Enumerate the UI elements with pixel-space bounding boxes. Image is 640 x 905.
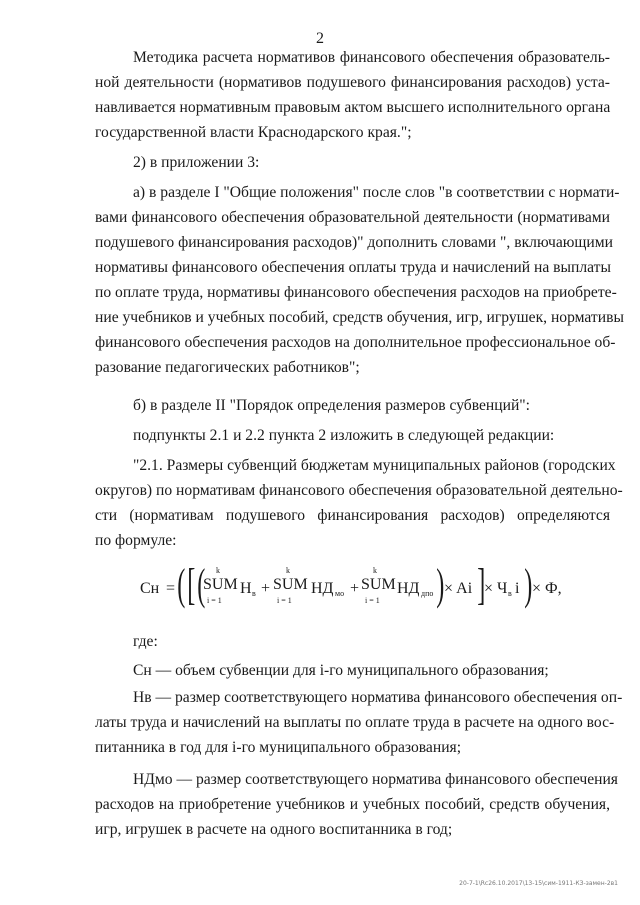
- formula-k: k: [286, 566, 290, 575]
- formula-plus: +: [261, 580, 271, 597]
- formula-i1: i = 1: [277, 596, 292, 605]
- text-line: "2.1. Размеры субвенций бюджетам муниципальных районов (городских: [133, 457, 616, 474]
- text-line: Сн — объем субвенции для i-го муниципального образования;: [133, 662, 549, 679]
- text-line: НДмо — размер соответствующего норматива финансового обеспечения: [133, 771, 618, 788]
- formula-sum: SUM: [361, 576, 396, 593]
- subvention-formula: [140, 558, 620, 618]
- formula-ai: × Ai: [444, 580, 473, 597]
- text-line: Методика расчета нормативов финансового обеспечения образователь-: [133, 49, 610, 66]
- text-line: игр, игрушек в расчете на одного воспитанника в год;: [95, 821, 453, 838]
- formula-ch-i: i: [515, 580, 520, 597]
- text-line: государственной власти Краснодарского края.";: [95, 124, 412, 141]
- formula-sum: SUM: [203, 576, 238, 593]
- formula-nd: НД: [397, 580, 420, 597]
- page-number: 2: [316, 30, 324, 47]
- text-line: расходов на приобретение учебников и учебных пособий, средств обучения,: [95, 796, 610, 813]
- text-line: латы труда и начислений на выплаты по оплате труда в расчете на одного вос-: [95, 714, 615, 731]
- formula-plus: +: [350, 580, 360, 597]
- formula-nd-sub: дпо: [421, 589, 434, 598]
- text-line: разование педагогических работников";: [95, 359, 360, 376]
- formula-i1: i = 1: [207, 596, 222, 605]
- formula-eq: =: [166, 580, 176, 597]
- text-line: ной деятельности (нормативов подушевого финансирования расходов) уста-: [95, 74, 610, 91]
- text-line: по оплате труда, нормативы финансового обеспечения расходов на приобрете-: [95, 284, 617, 301]
- text-line: навливается нормативным правовым актом высшего исполнительного органа: [95, 99, 611, 116]
- text-line: б) в разделе II "Порядок определения размеров субвенций":: [133, 397, 531, 414]
- formula-nd-sub: мо: [335, 589, 345, 598]
- footer-file-path: 20-7-1\Rc26.10.2017\13-15\сим-1911-КЗ-замен-2в1: [459, 880, 618, 887]
- text-line: округов) по нормативам финансового обеспечения образовательной деятельно-: [95, 482, 623, 499]
- text-line: вами финансового обеспечения образовательной деятельности (нормативами: [95, 209, 610, 226]
- bracket-open: [: [187, 560, 196, 609]
- formula-nv: Н: [240, 580, 252, 597]
- text-line: ние учебников и учебных пособий, средств обучения, игр, игрушек, нормативы: [95, 309, 624, 326]
- bracket-open: (: [177, 560, 186, 609]
- formula-ch-sub: в: [508, 589, 512, 598]
- bracket-close: ): [436, 560, 445, 609]
- formula-nd: НД: [311, 580, 334, 597]
- text-line: финансового обеспечения расходов на дополнительное профессиональное об-: [95, 334, 616, 351]
- formula-nv-sub: в: [252, 589, 256, 598]
- text-line: подушевого финансирования расходов)" дополнить словами ", включающими: [95, 234, 613, 251]
- text-line: 2) в приложении 3:: [133, 154, 260, 171]
- text-line: питанника в год для i-го муниципального образования;: [95, 739, 462, 756]
- text-line: а) в разделе I "Общие положения" после слов "в соответствии с нормати-: [133, 184, 620, 201]
- text-line: подпункты 2.1 и 2.2 пункта 2 изложить в следующей редакции:: [133, 427, 555, 444]
- formula-ch: × Ч: [484, 580, 508, 597]
- formula-phi: × Ф,: [532, 580, 562, 597]
- formula-lhs: Сн: [140, 580, 160, 597]
- formula-sum: SUM: [273, 576, 308, 593]
- bracket-close: ): [524, 560, 533, 609]
- text-line: сти (нормативам подушевого финансирования расходов) определяются: [95, 507, 610, 524]
- text-line: нормативы финансового обеспечения оплаты труда и начислений на выплаты: [95, 259, 611, 276]
- text-line: по формуле:: [95, 532, 177, 549]
- text-line: Нв — размер соответствующего норматива финансового обеспечения оп-: [133, 689, 623, 706]
- formula-k: k: [216, 566, 220, 575]
- bracket-close: ]: [477, 560, 486, 609]
- text-line: где:: [133, 633, 158, 650]
- formula-k: k: [373, 566, 377, 575]
- formula-i1: i = 1: [365, 596, 380, 605]
- bracket-open: (: [197, 560, 206, 609]
